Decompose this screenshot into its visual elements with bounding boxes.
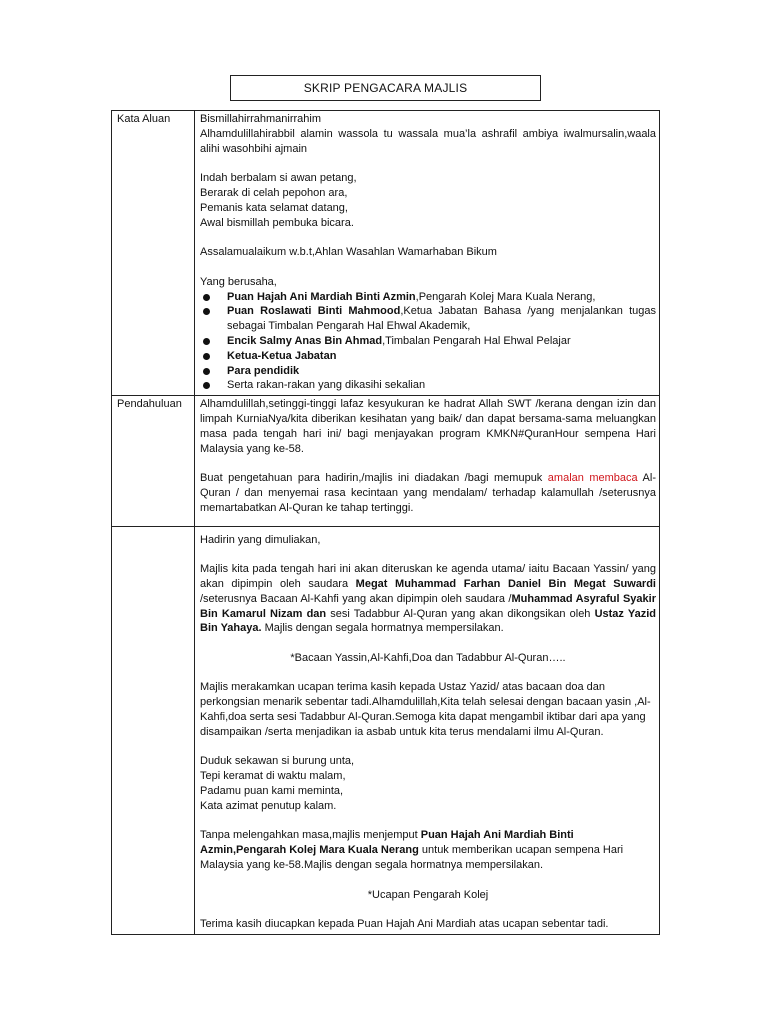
pantun-line: Padamu puan kami meminta, xyxy=(200,785,344,798)
document-title: SKRIP PENGACARA MAJLIS xyxy=(230,75,541,101)
pantun-line: Tepi keramat di waktu malam, xyxy=(200,770,346,783)
agenda-paragraph: Majlis kita pada tengah hari ini akan diteruskan ke agenda utama/ iaitu Bacaan Yassin/ yang akan dipimpin oleh saudara Megat Muhammad Farhan Daniel Bin Megat Suwardi /seterusnya Bacaan Al-Kahfi yang akan dipimpin oleh saudara /Muhammad Asyraful Syakir Bin Kamarul Nizam dan sesi Tadabbur Al-Quran yang akan dikongsikan oleh Ustaz Yazid Bin Yahaya. Majlis dengan segala hormatnya mempersilakan. xyxy=(200,563,656,635)
row-label-kata-aluan: Kata Aluan xyxy=(112,111,195,396)
pantun-line: Kata azimat penutup kalam. xyxy=(200,799,337,812)
cue-bacaan: *Bacaan Yassin,Al-Kahfi,Doa dan Tadabbur Al-Quran….. xyxy=(290,651,566,664)
script-table xyxy=(111,110,660,935)
row-content-kata-aluan xyxy=(195,111,660,396)
guest-list xyxy=(200,290,656,394)
guest-item xyxy=(200,378,656,393)
hadirin-line: Hadirin yang dimuliakan, xyxy=(200,533,321,546)
row-label-pendahuluan: Pendahuluan xyxy=(112,396,195,526)
guest-item xyxy=(200,334,656,349)
pantun-line: Berarak di celah pepohon ara, xyxy=(200,186,348,199)
guest-role: Serta rakan-rakan yang dikasihi sekalian xyxy=(227,379,426,392)
salawat-paragraph: Alhamdulillahirabbil alamin wassola tu wassala mua’la ashrafil ambiya iwalmursalin,waala alihi wasohbihi ajmain xyxy=(200,127,656,155)
guest-role: ,Timbalan Pengarah Hal Ehwal Pelajar xyxy=(382,334,571,347)
guest-item xyxy=(200,304,656,334)
pantun-line: Pemanis kata selamat datang, xyxy=(200,201,348,214)
guest-name: Puan Hajah Ani Mardiah Binti Azmin xyxy=(227,290,416,303)
pendahuluan-paragraph-1: Alhamdulillah,setinggi-tinggi lafaz kesyukuran ke hadrat Allah SWT /kerana dengan izin dan limpah KurniaNya/kita diberikan kesihatan yang baik/ dan dapat bersama-sama meluangkan masa pada tengah hari ini/ bagi menjayakan program KMKN#QuranHour sempena Hari Malaysia yang ke-58. xyxy=(200,398,656,455)
row-label-empty xyxy=(112,526,195,935)
opening-line: Bismillahirrahmanirrahim xyxy=(200,113,322,125)
row-content-pendahuluan xyxy=(195,396,660,526)
guest-name: Encik Salmy Anas Bin Ahmad xyxy=(227,334,383,347)
thanks-paragraph: Majlis merakamkan ucapan terima kasih kepada Ustaz Yazid/ atas bacaan doa dan perkongsian menarik sebentar tadi.Alhamdulillah,Kita telah selesai dengan bacaan yasin ,Al-Kahfi,doa serta sesi Tadabbur Al-Quran.Semoga kita dapat mengambil iktibar dari apa yang disampaikan /serta menjadikan ia asbab untuk kita terus mendalami ilmu Al-Quran. xyxy=(200,681,651,738)
pantun-line: Duduk sekawan si burung unta, xyxy=(200,755,355,768)
guest-item xyxy=(200,364,656,379)
guest-item xyxy=(200,290,656,305)
greeting-line: Assalamualaikum w.b.t,Ahlan Wasahlan Wamarhaban Bikum xyxy=(200,246,497,259)
guest-item xyxy=(200,349,656,364)
guest-name: Para pendidik xyxy=(227,364,300,377)
highlight-text: amalan membaca xyxy=(547,472,638,485)
guest-role: ,Ketua Jabatan Bahasa /yang menjalankan tugas sebagai Timbalan Pengarah Hal Ehwal Akademik, xyxy=(227,305,656,333)
guest-name: Ketua-Ketua Jabatan xyxy=(227,349,337,362)
row-kata-aluan xyxy=(112,111,660,396)
row-pendahuluan xyxy=(112,396,660,526)
pendahuluan-paragraph-2: Buat pengetahuan para hadirin,/majlis ini diadakan /bagi memupuk amalan membaca Al-Quran / dan menyemai rasa kecintaan yang mendalam/ terhadap kalamullah /seterusnya memartabatkan Al-Quran ke tahap tertinggi. xyxy=(200,472,656,514)
pantun-line: Indah berbalam si awan petang, xyxy=(200,172,357,185)
yang-berusaha-line: Yang berusaha, xyxy=(200,275,277,288)
row-content-acara xyxy=(195,526,660,935)
guest-role: ,Pengarah Kolej Mara Kuala Nerang, xyxy=(415,290,596,303)
invite-paragraph: Tanpa melengahkan masa,majlis menjemput Puan Hajah Ani Mardiah Binti Azmin,Pengarah Kolej Mara Kuala Nerang untuk memberikan ucapan sempena Hari Malaysia yang ke-58.Majlis dengan segala hormatnya mempersilakan. xyxy=(200,829,624,872)
guest-name: Puan Roslawati Binti Mahmood xyxy=(227,305,401,318)
pantun-line: Awal bismillah pembuka bicara. xyxy=(200,216,354,229)
row-acara xyxy=(112,526,660,935)
cue-ucapan: *Ucapan Pengarah Kolej xyxy=(367,888,489,901)
closing-thanks: Terima kasih diucapkan kepada Puan Hajah Ani Mardiah atas ucapan sebentar tadi. xyxy=(200,918,609,931)
